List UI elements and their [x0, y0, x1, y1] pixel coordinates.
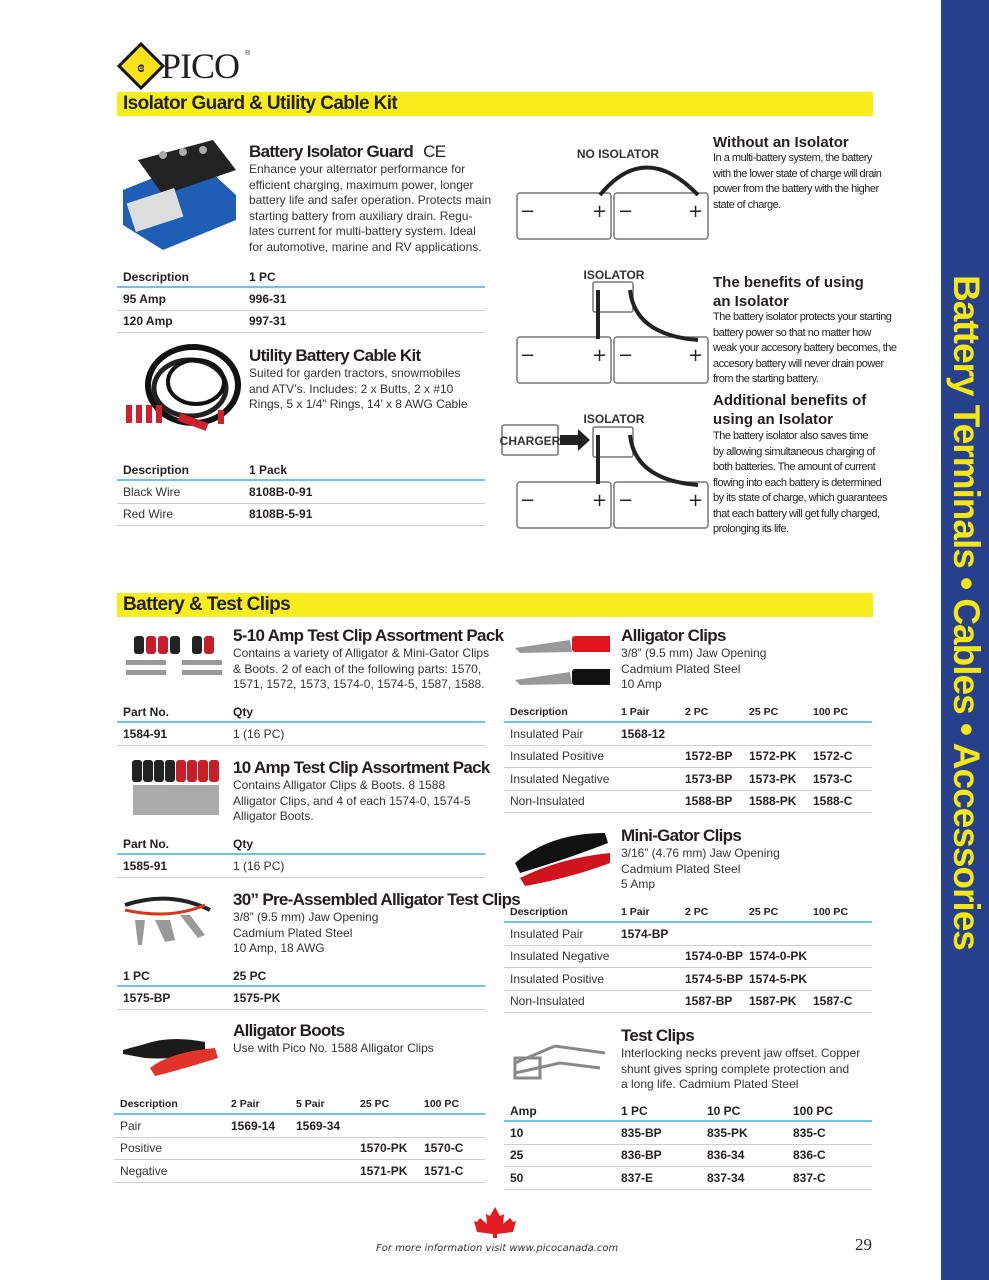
test-clips-image — [510, 1038, 610, 1083]
column-header: Qty — [233, 705, 254, 719]
isolator-guard-table — [117, 268, 485, 333]
column-header: 1 PC — [123, 969, 150, 983]
product-title: Mini-Gator Clips — [621, 826, 742, 845]
footer-link-text: For more information visit www.picocanada.com — [376, 1243, 619, 1254]
ten-amp-pack-table — [117, 835, 485, 878]
table-row — [504, 968, 872, 991]
row-label: Pair — [120, 1118, 142, 1133]
table-row — [504, 1122, 872, 1145]
svg-text:+: + — [592, 201, 608, 222]
info-text: The battery isolator also saves time by allowing simultaneous charging of both batteries. The amount of current flowing into each battery is determined by its state of charge, which guarantees that each battery will get fully charged, prolonging its life. — [713, 430, 887, 535]
part-number: 1572-PK — [749, 749, 797, 764]
part-number: 8108B-5-91 — [249, 507, 313, 522]
svg-text:+: + — [592, 345, 608, 366]
info-title: The benefits of using an Isolator — [713, 274, 864, 310]
row-label: Insulated Pair — [510, 726, 584, 741]
part-number: 836-34 — [707, 1148, 745, 1163]
row-label: 95 Amp — [123, 291, 166, 306]
row-label: 1584-91 — [123, 726, 168, 741]
table-header-row — [117, 461, 485, 481]
column-header: 2 Pair — [231, 1098, 260, 1110]
column-header: Part No. — [123, 837, 170, 851]
part-number: 996-31 — [249, 291, 287, 306]
table-row — [504, 791, 872, 814]
part-number: 1574-5-PK — [749, 971, 808, 986]
product-description: Enhance your alternator performance for efficient charging, maximum power, longer battery life and safer operation. Protects main starting battery from auxiliary drain. Regu- lates current for multi-battery system. Ideal for automotive, marine and RV applications. — [249, 162, 492, 254]
table-row — [504, 723, 872, 746]
column-header: Description — [510, 906, 568, 918]
row-label: Insulated Positive — [510, 749, 605, 764]
isolator-label: ISOLATOR — [583, 412, 645, 426]
table-row — [114, 1138, 485, 1161]
row-label: 120 Amp — [123, 314, 173, 329]
svg-text:+: + — [688, 490, 704, 511]
column-header: 5 Pair — [296, 1098, 325, 1110]
part-number: 837-34 — [707, 1170, 745, 1185]
part-number: 1571-C — [424, 1163, 464, 1178]
isolator-label: ISOLATOR — [583, 268, 645, 282]
table-row — [117, 723, 485, 746]
part-number: 1574-0-BP — [685, 949, 744, 964]
row-label: Insulated Negative — [510, 949, 610, 964]
column-header: Part No. — [123, 705, 170, 719]
svg-text:−: − — [618, 490, 634, 511]
part-number: 1573-C — [813, 771, 853, 786]
table-header-row — [114, 1095, 485, 1115]
test-clips-leads-image — [120, 890, 215, 950]
section-header-isolator: Isolator Guard & Utility Cable Kit — [117, 92, 873, 116]
product-description: Contains Alligator Clips & Boots. 8 1588 Alligator Clips, and 4 of each 1574-0, 1574-5 Alligator Boots. — [233, 778, 471, 823]
table-header-row — [117, 835, 485, 855]
part-number: 835-C — [793, 1125, 826, 1140]
part-number: 836-C — [793, 1148, 826, 1163]
row-label: 1585-91 — [123, 858, 168, 873]
row-label: Insulated Negative — [510, 771, 610, 786]
table-row — [504, 746, 872, 769]
column-header: 2 PC — [685, 906, 709, 918]
row-label: 10 — [510, 1125, 524, 1140]
part-number: 837-C — [793, 1170, 826, 1185]
part-number: 1587-C — [813, 994, 853, 1009]
column-header: 1 PC — [621, 1104, 648, 1118]
alligator-boots-table — [114, 1095, 485, 1183]
row-label: Non-Insulated — [510, 994, 585, 1009]
table-row — [114, 1115, 485, 1138]
row-label: 25 — [510, 1148, 524, 1163]
part-number: 1569-34 — [296, 1118, 341, 1133]
product-description: 3/8” (9.5 mm) Jaw Opening Cadmium Plated Steel 10 Amp — [621, 646, 767, 691]
table-header-row — [504, 703, 872, 723]
column-header: Description — [123, 463, 190, 477]
table-header-row — [117, 967, 485, 987]
part-number: 1 (16 PC) — [233, 726, 285, 741]
column-header: Amp — [510, 1104, 537, 1118]
svg-text:−: − — [520, 490, 536, 511]
table-row — [504, 923, 872, 946]
part-number: 1568-12 — [621, 726, 666, 741]
svg-text:−: − — [520, 201, 536, 222]
table-row — [117, 481, 485, 504]
pico-diamond-icon — [117, 42, 167, 90]
info-text: In a multi-battery system, the battery with the lower state of charge will drain power from the battery with the higher state of charge. — [713, 152, 882, 211]
part-number: 835-PK — [707, 1125, 748, 1140]
assortment-pack-table — [117, 703, 485, 746]
part-number: 1573-PK — [749, 771, 797, 786]
product-title: Alligator Boots — [233, 1021, 345, 1040]
section-header-clips: Battery & Test Clips — [117, 593, 873, 617]
test-clips-leads-table — [117, 967, 485, 1010]
part-number: 8108B-0-91 — [249, 484, 313, 499]
category-sidebar-label: Battery Terminals • Cables • Accessories — [946, 275, 987, 950]
mini-gator-clips-table — [504, 903, 872, 1013]
column-header: 100 PC — [813, 906, 849, 918]
part-number: 1588-BP — [685, 794, 733, 809]
mini-gator-clips-image — [510, 828, 610, 888]
table-row — [504, 991, 872, 1014]
cable-kit-image — [118, 340, 243, 450]
product-description: 3/16” (4.76 mm) Jaw Opening Cadmium Plated Steel 5 Amp — [621, 846, 780, 891]
test-clips-table — [504, 1102, 872, 1190]
product-title: Alligator Clips — [621, 626, 726, 645]
table-header-row — [504, 903, 872, 923]
row-label: Black Wire — [123, 484, 181, 499]
pico-logo — [117, 42, 257, 90]
part-number: 1 (16 PC) — [233, 858, 285, 873]
info-title: Without an Isolator — [713, 134, 849, 151]
table-row — [504, 946, 872, 969]
part-number: 1574-BP — [621, 926, 669, 941]
table-row — [117, 504, 485, 527]
table-row — [117, 987, 485, 1010]
column-header: 100 PC — [813, 706, 849, 718]
product-description: Suited for garden tractors, snowmobiles and ATV’s. Includes: 2 x Butts, 2 x #10 Rings, 5 x 1/4” Rings, 14’ x 8 AWG Cable — [249, 366, 468, 411]
cable-kit-table — [117, 461, 485, 526]
product-description: Use with Pico No. 1588 Alligator Clips — [233, 1041, 434, 1055]
part-number: 1574-0-PK — [749, 949, 808, 964]
product-title: Test Clips — [621, 1026, 694, 1045]
part-number: 1573-BP — [685, 771, 733, 786]
table-row — [504, 768, 872, 791]
row-label: 1575-BP — [123, 990, 171, 1005]
isolator-wiring-diagrams — [500, 135, 712, 545]
column-header: 10 PC — [707, 1104, 741, 1118]
info-title: Additional benefits of using an Isolator — [713, 392, 867, 428]
row-label: Non-Insulated — [510, 794, 585, 809]
row-label: Negative — [120, 1163, 168, 1178]
table-row — [504, 1167, 872, 1190]
column-header: 25 PC — [360, 1098, 390, 1110]
ce-mark-icon: CE — [423, 142, 446, 161]
table-row — [114, 1160, 485, 1183]
assortment-pack-image — [122, 630, 230, 680]
part-number: 1572-C — [813, 749, 853, 764]
column-header: 1 Pair — [621, 906, 650, 918]
product-title: Battery Isolator Guard CE — [249, 142, 446, 161]
product-title: Utility Battery Cable Kit — [249, 346, 421, 365]
part-number: 1570-PK — [360, 1141, 408, 1156]
table-row — [117, 855, 485, 878]
row-label: Insulated Positive — [510, 971, 605, 986]
row-label: Insulated Pair — [510, 926, 584, 941]
logo-text: PICO — [161, 46, 240, 86]
svg-text:ɞ: ɞ — [137, 59, 145, 76]
part-number: 835-BP — [621, 1125, 662, 1140]
svg-text:+: + — [688, 201, 704, 222]
product-description: Contains a variety of Alligator & Mini-Gator Clips & Boots. 2 of each of the following parts: 1570, 1571, 1572, 1573, 1574-0, 1574-5, 1587, 1588. — [233, 646, 490, 691]
alligator-clips-table — [504, 703, 872, 813]
ten-amp-pack-image — [130, 755, 228, 825]
table-header-row — [504, 1102, 872, 1122]
column-header: 25 PC — [233, 969, 267, 983]
part-number: 997-31 — [249, 314, 287, 329]
part-number: 1572-BP — [685, 749, 733, 764]
part-number: 1587-PK — [749, 994, 797, 1009]
row-label: Positive — [120, 1141, 163, 1156]
registered-mark: ® — [245, 50, 251, 57]
column-header: 25 PC — [749, 906, 779, 918]
column-header: Description — [510, 706, 568, 718]
product-title: 10 Amp Test Clip Assortment Pack — [233, 758, 490, 777]
column-header: 100 PC — [793, 1104, 834, 1118]
svg-text:−: − — [618, 345, 634, 366]
part-number: 836-BP — [621, 1148, 662, 1163]
page-number: 29 — [855, 1235, 872, 1254]
product-description: 3/8” (9.5 mm) Jaw Opening Cadmium Plated Steel 10 Amp, 18 AWG — [233, 910, 379, 955]
info-text: The battery isolator protects your starting battery power so that no matter how weak your accesory battery becomes, the accesory battery will never drain power from the starting battery. — [713, 311, 897, 385]
part-number: 1574-5-BP — [685, 971, 744, 986]
part-number: 837-E — [621, 1170, 654, 1185]
column-header: 2 PC — [685, 706, 709, 718]
row-label: Red Wire — [123, 507, 174, 522]
svg-text:−: − — [618, 201, 634, 222]
column-header: Description — [123, 270, 190, 284]
alligator-clips-image — [510, 628, 610, 693]
svg-text:+: + — [592, 490, 608, 511]
column-header: 25 PC — [749, 706, 779, 718]
charger-label: CHARGER — [500, 434, 561, 448]
product-description: Interlocking necks prevent jaw offset. Copper shunt gives spring complete protection and a long life. Cadmium Plated Steel — [621, 1046, 861, 1091]
maple-leaf-icon — [473, 1206, 517, 1238]
part-number: 1588-C — [813, 794, 853, 809]
part-number: 1575-PK — [233, 990, 281, 1005]
column-header: 1 PC — [249, 270, 276, 284]
battery-isolator-image — [118, 140, 240, 252]
table-header-row — [117, 268, 485, 288]
svg-text:−: − — [520, 345, 536, 366]
part-number: 1570-C — [424, 1141, 464, 1156]
product-title: 30” Pre-Assembled Alligator Test Clips — [233, 890, 521, 909]
column-header: Description — [120, 1098, 178, 1110]
table-header-row — [117, 703, 485, 723]
column-header: 1 Pack — [249, 463, 288, 477]
column-header: Qty — [233, 837, 254, 851]
part-number: 1587-BP — [685, 994, 733, 1009]
column-header: 1 Pair — [621, 706, 650, 718]
svg-text:+: + — [688, 345, 704, 366]
part-number: 1571-PK — [360, 1163, 408, 1178]
alligator-boots-image — [120, 1030, 220, 1080]
row-label: 50 — [510, 1170, 524, 1185]
table-row — [117, 288, 485, 311]
product-title: 5-10 Amp Test Clip Assortment Pack — [233, 626, 504, 645]
no-isolator-label: NO ISOLATOR — [576, 147, 660, 161]
part-number: 1588-PK — [749, 794, 797, 809]
part-number: 1569-14 — [231, 1118, 276, 1133]
table-row — [117, 311, 485, 334]
column-header: 100 PC — [424, 1098, 460, 1110]
table-row — [504, 1145, 872, 1168]
